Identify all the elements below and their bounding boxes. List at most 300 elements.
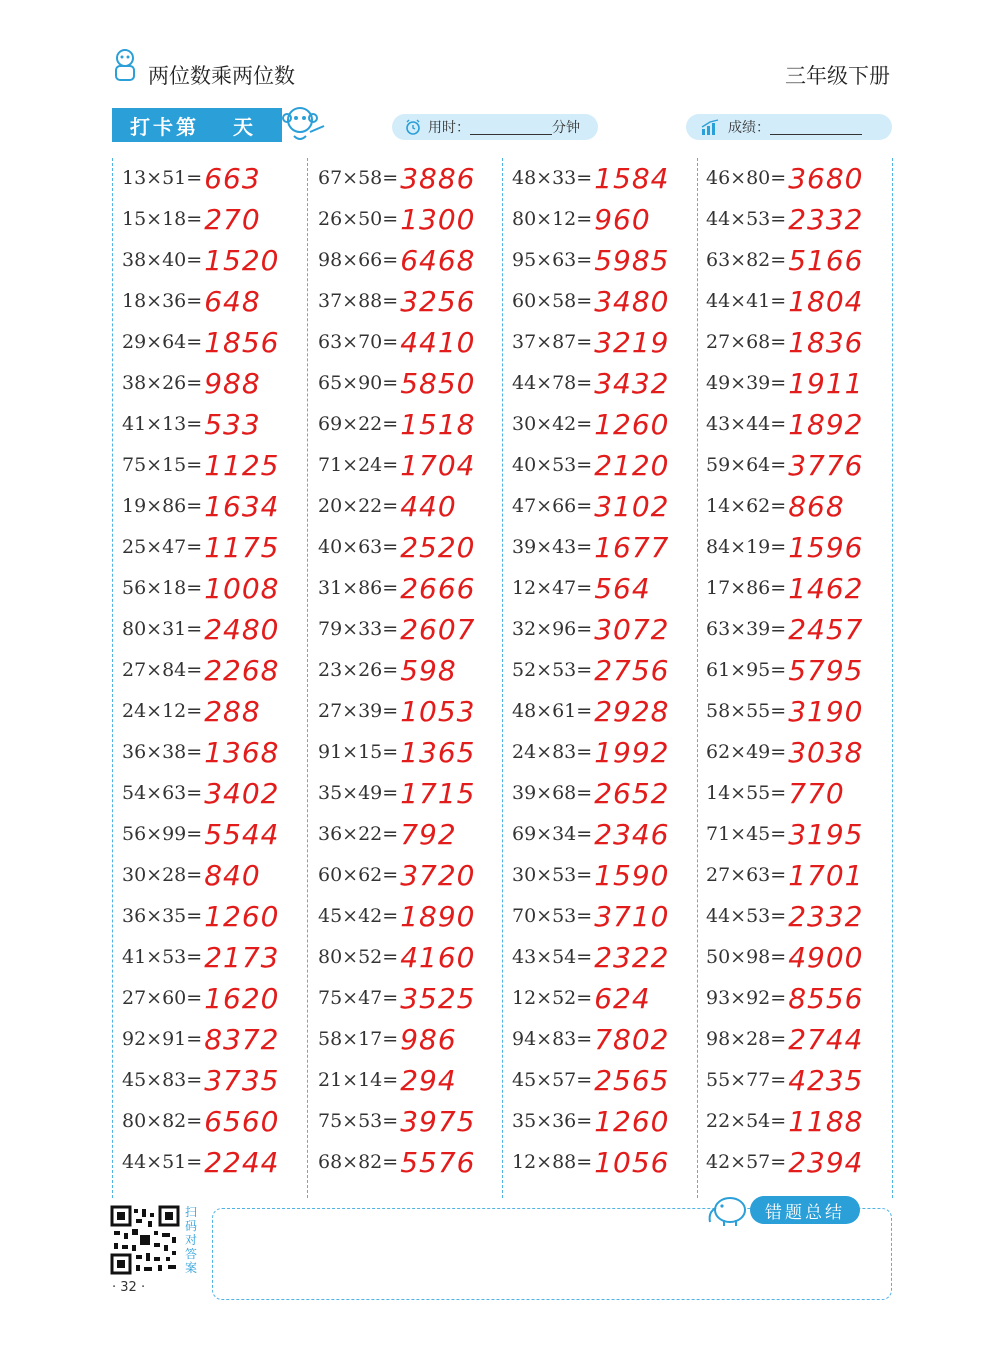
problem-question: 37×87= xyxy=(512,331,593,353)
handwritten-answer[interactable]: 3776 xyxy=(788,448,864,482)
problem-row xyxy=(122,652,279,688)
handwritten-answer[interactable]: 2332 xyxy=(788,202,864,236)
handwritten-answer[interactable]: 3102 xyxy=(594,489,670,523)
handwritten-answer[interactable]: 1462 xyxy=(788,571,864,605)
qr-code-icon[interactable] xyxy=(110,1205,180,1275)
problem-row xyxy=(512,1144,669,1180)
problem-question: 44×41= xyxy=(706,290,787,312)
problem-question: 36×22= xyxy=(318,823,399,845)
problem-row xyxy=(318,529,475,565)
problem-question: 27×84= xyxy=(122,659,203,681)
problem-question: 18×36= xyxy=(122,290,203,312)
handwritten-answer[interactable]: 986 xyxy=(400,1022,457,1056)
handwritten-answer[interactable]: 2565 xyxy=(594,1063,670,1097)
problem-row xyxy=(318,1062,457,1098)
problem-row xyxy=(512,406,669,442)
problem-question: 27×68= xyxy=(706,331,787,353)
problem-row xyxy=(122,1144,279,1180)
problem-row xyxy=(122,365,261,401)
problem-question: 62×49= xyxy=(706,741,787,763)
handwritten-answer[interactable]: 3480 xyxy=(594,284,670,318)
time-unit: 分钟 xyxy=(552,120,580,136)
problem-question: 60×58= xyxy=(512,290,593,312)
handwritten-answer[interactable]: 1992 xyxy=(594,735,670,769)
handwritten-answer[interactable]: 5166 xyxy=(788,243,864,277)
column-divider xyxy=(502,158,503,1198)
problem-question: 98×28= xyxy=(706,1028,787,1050)
problem-question: 43×54= xyxy=(512,946,593,968)
problem-row xyxy=(122,1021,279,1057)
problem-row xyxy=(706,693,863,729)
handwritten-answer[interactable]: 288 xyxy=(204,694,261,728)
problem-row xyxy=(318,488,457,524)
problem-row xyxy=(706,324,863,360)
page-title: 两位数乘两位数 xyxy=(148,64,295,88)
problem-row xyxy=(706,857,863,893)
handwritten-answer[interactable]: 2332 xyxy=(788,899,864,933)
problem-row xyxy=(318,1103,475,1139)
handwritten-answer[interactable]: 598 xyxy=(400,653,457,687)
problem-question: 63×70= xyxy=(318,331,399,353)
problem-question: 39×43= xyxy=(512,536,593,558)
problem-question: 24×12= xyxy=(122,700,203,722)
handwritten-answer[interactable]: 2173 xyxy=(204,940,280,974)
handwritten-answer[interactable]: 1175 xyxy=(204,530,280,564)
handwritten-answer[interactable]: 2744 xyxy=(788,1022,864,1056)
problem-question: 29×64= xyxy=(122,331,203,353)
problem-question: 63×39= xyxy=(706,618,787,640)
problem-row xyxy=(512,201,651,237)
problem-question: 50×98= xyxy=(706,946,787,968)
time-label: 用时： xyxy=(428,120,470,136)
handwritten-answer[interactable]: 270 xyxy=(204,202,261,236)
problem-question: 63×82= xyxy=(706,249,787,271)
handwritten-answer[interactable]: 3402 xyxy=(204,776,280,810)
handwritten-answer[interactable]: 2457 xyxy=(788,612,864,646)
problem-row xyxy=(122,857,261,893)
handwritten-answer[interactable]: 868 xyxy=(788,489,845,523)
problem-row xyxy=(122,570,279,606)
problem-question: 69×22= xyxy=(318,413,399,435)
problem-question: 44×53= xyxy=(706,208,787,230)
problem-question: 14×62= xyxy=(706,495,787,517)
problem-question: 98×66= xyxy=(318,249,399,271)
problem-question: 69×34= xyxy=(512,823,593,845)
handwritten-answer[interactable]: 3525 xyxy=(400,981,476,1015)
problem-row xyxy=(122,1062,279,1098)
problem-row xyxy=(512,160,669,196)
handwritten-answer[interactable]: 1260 xyxy=(594,1104,670,1138)
problem-row xyxy=(512,365,669,401)
problem-row xyxy=(318,611,475,647)
problem-question: 48×61= xyxy=(512,700,593,722)
problem-row xyxy=(318,693,475,729)
problem-row xyxy=(122,693,261,729)
problem-question: 23×26= xyxy=(318,659,399,681)
handwritten-answer[interactable]: 1584 xyxy=(594,161,670,195)
handwritten-answer[interactable]: 3256 xyxy=(400,284,476,318)
mistake-summary-tag: 错题总结 xyxy=(750,1196,860,1224)
handwritten-answer[interactable]: 1704 xyxy=(400,448,476,482)
handwritten-answer[interactable]: 1518 xyxy=(400,407,476,441)
problem-row xyxy=(122,816,279,852)
problem-row xyxy=(512,283,669,319)
problem-question: 31×86= xyxy=(318,577,399,599)
handwritten-answer[interactable]: 6468 xyxy=(400,243,476,277)
problem-question: 46×80= xyxy=(706,167,787,189)
handwritten-answer[interactable]: 2480 xyxy=(204,612,280,646)
handwritten-answer[interactable]: 4160 xyxy=(400,940,476,974)
problem-row xyxy=(512,1021,669,1057)
problem-row xyxy=(318,406,475,442)
handwritten-answer[interactable]: 3038 xyxy=(788,735,864,769)
problem-question: 52×53= xyxy=(512,659,593,681)
problem-row xyxy=(318,1021,457,1057)
handwritten-answer[interactable]: 2520 xyxy=(400,530,476,564)
problem-row xyxy=(706,488,845,524)
problem-question: 75×47= xyxy=(318,987,399,1009)
handwritten-answer[interactable]: 1596 xyxy=(788,530,864,564)
handwritten-answer[interactable]: 440 xyxy=(400,489,457,523)
problem-question: 26×50= xyxy=(318,208,399,230)
problem-question: 32×96= xyxy=(512,618,593,640)
handwritten-answer[interactable]: 3886 xyxy=(400,161,476,195)
problem-question: 37×88= xyxy=(318,290,399,312)
handwritten-answer[interactable]: 1836 xyxy=(788,325,864,359)
problem-question: 61×95= xyxy=(706,659,787,681)
handwritten-answer[interactable]: 2120 xyxy=(594,448,670,482)
problem-question: 95×63= xyxy=(512,249,593,271)
problem-row xyxy=(706,734,863,770)
handwritten-answer[interactable]: 3195 xyxy=(788,817,864,851)
problem-question: 27×60= xyxy=(122,987,203,1009)
handwritten-answer[interactable]: 6560 xyxy=(204,1104,280,1138)
problem-row xyxy=(706,1103,863,1139)
problem-row xyxy=(706,611,863,647)
handwritten-answer[interactable]: 2607 xyxy=(400,612,476,646)
qr-caption: 扫码对答案 xyxy=(185,1205,198,1275)
checkin-band xyxy=(112,108,282,142)
problem-row xyxy=(512,816,669,852)
handwritten-answer[interactable]: 3432 xyxy=(594,366,670,400)
time-field xyxy=(392,114,598,140)
problem-row xyxy=(122,1103,279,1139)
problem-row xyxy=(706,365,863,401)
problem-row xyxy=(512,611,669,647)
problem-row xyxy=(512,980,651,1016)
problem-question: 12×88= xyxy=(512,1151,593,1173)
problem-row xyxy=(706,939,863,975)
handwritten-answer[interactable]: 5795 xyxy=(788,653,864,687)
handwritten-answer[interactable]: 2394 xyxy=(788,1145,864,1179)
problem-question: 56×99= xyxy=(122,823,203,845)
problem-question: 41×13= xyxy=(122,413,203,435)
handwritten-answer[interactable]: 1053 xyxy=(400,694,476,728)
problem-row xyxy=(122,201,261,237)
handwritten-answer[interactable]: 5576 xyxy=(400,1145,476,1179)
problem-question: 42×57= xyxy=(706,1151,787,1173)
handwritten-answer[interactable]: 1056 xyxy=(594,1145,670,1179)
problem-row xyxy=(512,939,669,975)
problem-row xyxy=(318,652,457,688)
handwritten-answer[interactable]: 1125 xyxy=(204,448,280,482)
problem-question: 71×45= xyxy=(706,823,787,845)
problem-question: 44×51= xyxy=(122,1151,203,1173)
handwritten-answer[interactable]: 1804 xyxy=(788,284,864,318)
problem-row xyxy=(122,242,279,278)
bar-chart-icon xyxy=(700,118,722,136)
problem-question: 36×38= xyxy=(122,741,203,763)
handwritten-answer[interactable]: 840 xyxy=(204,858,261,892)
problem-row xyxy=(122,898,279,934)
problem-question: 15×18= xyxy=(122,208,203,230)
problem-question: 25×47= xyxy=(122,536,203,558)
handwritten-answer[interactable]: 1590 xyxy=(594,858,670,892)
handwritten-answer[interactable]: 5985 xyxy=(594,243,670,277)
handwritten-answer[interactable]: 2244 xyxy=(204,1145,280,1179)
problem-row xyxy=(706,201,863,237)
problem-row xyxy=(512,734,669,770)
problem-question: 27×39= xyxy=(318,700,399,722)
problem-row xyxy=(318,1144,475,1180)
handwritten-answer[interactable]: 3735 xyxy=(204,1063,280,1097)
problem-question: 38×26= xyxy=(122,372,203,394)
handwritten-answer[interactable]: 1892 xyxy=(788,407,864,441)
problem-question: 79×33= xyxy=(318,618,399,640)
column-divider xyxy=(307,158,308,1198)
handwritten-answer[interactable]: 2346 xyxy=(594,817,670,851)
problem-row xyxy=(706,980,863,1016)
column-divider xyxy=(697,158,698,1198)
grade-label: 三年级下册 xyxy=(785,64,890,88)
handwritten-answer[interactable]: 1365 xyxy=(400,735,476,769)
problem-question: 54×63= xyxy=(122,782,203,804)
problem-row xyxy=(512,652,669,688)
handwritten-answer[interactable]: 8372 xyxy=(204,1022,280,1056)
problem-row xyxy=(512,488,669,524)
problem-question: 68×82= xyxy=(318,1151,399,1173)
problem-question: 47×66= xyxy=(512,495,593,517)
problem-row xyxy=(512,693,669,729)
problem-row xyxy=(318,570,475,606)
handwritten-answer[interactable]: 770 xyxy=(788,776,845,810)
problem-row xyxy=(318,201,475,237)
handwritten-answer[interactable]: 4410 xyxy=(400,325,476,359)
problem-row xyxy=(318,898,475,934)
handwritten-answer[interactable]: 1300 xyxy=(400,202,476,236)
problem-row xyxy=(706,406,863,442)
problem-question: 91×15= xyxy=(318,741,399,763)
problem-row xyxy=(318,324,475,360)
handwritten-answer[interactable]: 533 xyxy=(204,407,261,441)
problem-question: 27×63= xyxy=(706,864,787,886)
problem-question: 22×54= xyxy=(706,1110,787,1132)
problem-question: 45×57= xyxy=(512,1069,593,1091)
handwritten-answer[interactable]: 1260 xyxy=(594,407,670,441)
alarm-clock-icon xyxy=(404,118,422,136)
problem-row xyxy=(512,529,669,565)
problem-row xyxy=(512,775,669,811)
problem-question: 58×55= xyxy=(706,700,787,722)
problem-question: 13×51= xyxy=(122,167,203,189)
problem-question: 80×31= xyxy=(122,618,203,640)
problem-row xyxy=(706,529,863,565)
problem-row xyxy=(122,734,279,770)
time-input-line[interactable] xyxy=(470,120,552,135)
problem-question: 58×17= xyxy=(318,1028,399,1050)
handwritten-answer[interactable]: 2268 xyxy=(204,653,280,687)
problem-row xyxy=(122,980,279,1016)
handwritten-answer[interactable]: 1677 xyxy=(594,530,670,564)
problem-row xyxy=(706,447,863,483)
handwritten-answer[interactable]: 3680 xyxy=(788,161,864,195)
page-number: · 32 · xyxy=(112,1280,146,1295)
checkin-suffix: 天 xyxy=(233,114,253,139)
score-field xyxy=(686,114,892,140)
handwritten-answer[interactable]: 2666 xyxy=(400,571,476,605)
problem-question: 30×28= xyxy=(122,864,203,886)
elephant-mascot-icon xyxy=(704,1190,752,1228)
problem-question: 39×68= xyxy=(512,782,593,804)
score-input-line[interactable] xyxy=(770,120,862,135)
problem-row xyxy=(706,652,863,688)
handwritten-answer[interactable]: 1188 xyxy=(788,1104,864,1138)
problem-question: 41×53= xyxy=(122,946,203,968)
problem-row xyxy=(512,898,669,934)
problem-question: 20×22= xyxy=(318,495,399,517)
problem-row xyxy=(706,1062,863,1098)
column-divider xyxy=(892,158,893,1198)
handwritten-answer[interactable]: 1890 xyxy=(400,899,476,933)
problem-question: 19×86= xyxy=(122,495,203,517)
problem-question: 80×82= xyxy=(122,1110,203,1132)
handwritten-answer[interactable]: 1634 xyxy=(204,489,280,523)
handwritten-answer[interactable]: 648 xyxy=(204,284,261,318)
problem-row xyxy=(318,816,457,852)
handwritten-answer[interactable]: 2928 xyxy=(594,694,670,728)
problem-row xyxy=(318,734,475,770)
handwritten-answer[interactable]: 1856 xyxy=(204,325,280,359)
problem-question: 75×53= xyxy=(318,1110,399,1132)
problem-row xyxy=(706,283,863,319)
problem-question: 30×42= xyxy=(512,413,593,435)
handwritten-answer[interactable]: 1715 xyxy=(400,776,476,810)
handwritten-answer[interactable]: 1260 xyxy=(204,899,280,933)
problem-question: 65×90= xyxy=(318,372,399,394)
problem-question: 60×62= xyxy=(318,864,399,886)
problem-row xyxy=(122,283,261,319)
handwritten-answer[interactable]: 5850 xyxy=(400,366,476,400)
problem-row xyxy=(122,406,261,442)
handwritten-answer[interactable]: 1008 xyxy=(204,571,280,605)
problem-question: 45×42= xyxy=(318,905,399,927)
handwritten-answer[interactable]: 1620 xyxy=(204,981,280,1015)
handwritten-answer[interactable]: 1520 xyxy=(204,243,280,277)
handwritten-answer[interactable]: 4235 xyxy=(788,1063,864,1097)
problem-question: 93×92= xyxy=(706,987,787,1009)
problem-row xyxy=(318,365,475,401)
problem-row xyxy=(122,447,279,483)
column-divider xyxy=(112,158,113,1198)
handwritten-answer[interactable]: 2756 xyxy=(594,653,670,687)
handwritten-answer[interactable]: 294 xyxy=(400,1063,457,1097)
handwritten-answer[interactable]: 988 xyxy=(204,366,261,400)
problem-question: 40×63= xyxy=(318,536,399,558)
handwritten-answer[interactable]: 3710 xyxy=(594,899,670,933)
problem-question: 55×77= xyxy=(706,1069,787,1091)
problem-row xyxy=(512,242,669,278)
problem-question: 49×39= xyxy=(706,372,787,394)
handwritten-answer[interactable]: 2322 xyxy=(594,940,670,974)
problem-question: 12×52= xyxy=(512,987,593,1009)
handwritten-answer[interactable]: 5544 xyxy=(204,817,280,851)
handwritten-answer[interactable]: 3072 xyxy=(594,612,670,646)
problem-row xyxy=(122,775,279,811)
problem-question: 35×36= xyxy=(512,1110,593,1132)
problem-row xyxy=(122,939,279,975)
problem-row xyxy=(706,570,863,606)
problem-row xyxy=(318,775,475,811)
problem-question: 30×53= xyxy=(512,864,593,886)
handwritten-answer[interactable]: 3975 xyxy=(400,1104,476,1138)
problem-question: 43×44= xyxy=(706,413,787,435)
problem-question: 12×47= xyxy=(512,577,593,599)
handwritten-answer[interactable]: 1911 xyxy=(788,366,864,400)
problem-question: 40×53= xyxy=(512,454,593,476)
problem-row xyxy=(122,488,279,524)
handwritten-answer[interactable]: 792 xyxy=(400,817,457,851)
handwritten-answer[interactable]: 2652 xyxy=(594,776,670,810)
handwritten-answer[interactable]: 3720 xyxy=(400,858,476,892)
handwritten-answer[interactable]: 3190 xyxy=(788,694,864,728)
problem-row xyxy=(512,1103,669,1139)
problem-question: 84×19= xyxy=(706,536,787,558)
problem-question: 67×58= xyxy=(318,167,399,189)
handwritten-answer[interactable]: 4900 xyxy=(788,940,864,974)
handwritten-answer[interactable]: 8556 xyxy=(788,981,864,1015)
problem-row xyxy=(512,1062,669,1098)
handwritten-answer[interactable]: 7802 xyxy=(594,1022,670,1056)
problem-question: 44×78= xyxy=(512,372,593,394)
handwritten-answer[interactable]: 624 xyxy=(594,981,651,1015)
problem-row xyxy=(318,242,475,278)
problem-row xyxy=(318,980,475,1016)
problem-row xyxy=(512,570,651,606)
problem-row xyxy=(706,242,863,278)
handwritten-answer[interactable]: 564 xyxy=(594,571,651,605)
problem-row xyxy=(318,857,475,893)
handwritten-answer[interactable]: 960 xyxy=(594,202,651,236)
problem-row xyxy=(706,160,863,196)
problem-row xyxy=(122,611,279,647)
handwritten-answer[interactable]: 3219 xyxy=(594,325,670,359)
problem-row xyxy=(706,1021,863,1057)
problem-question: 92×91= xyxy=(122,1028,203,1050)
problem-question: 45×83= xyxy=(122,1069,203,1091)
problem-question: 44×53= xyxy=(706,905,787,927)
handwritten-answer[interactable]: 1701 xyxy=(788,858,864,892)
handwritten-answer[interactable]: 663 xyxy=(204,161,261,195)
problem-row xyxy=(318,939,475,975)
problem-question: 24×83= xyxy=(512,741,593,763)
problem-question: 70×53= xyxy=(512,905,593,927)
handwritten-answer[interactable]: 1368 xyxy=(204,735,280,769)
problem-question: 17×86= xyxy=(706,577,787,599)
problem-question: 59×64= xyxy=(706,454,787,476)
problem-question: 35×49= xyxy=(318,782,399,804)
problem-row xyxy=(706,898,863,934)
problem-row xyxy=(512,447,669,483)
